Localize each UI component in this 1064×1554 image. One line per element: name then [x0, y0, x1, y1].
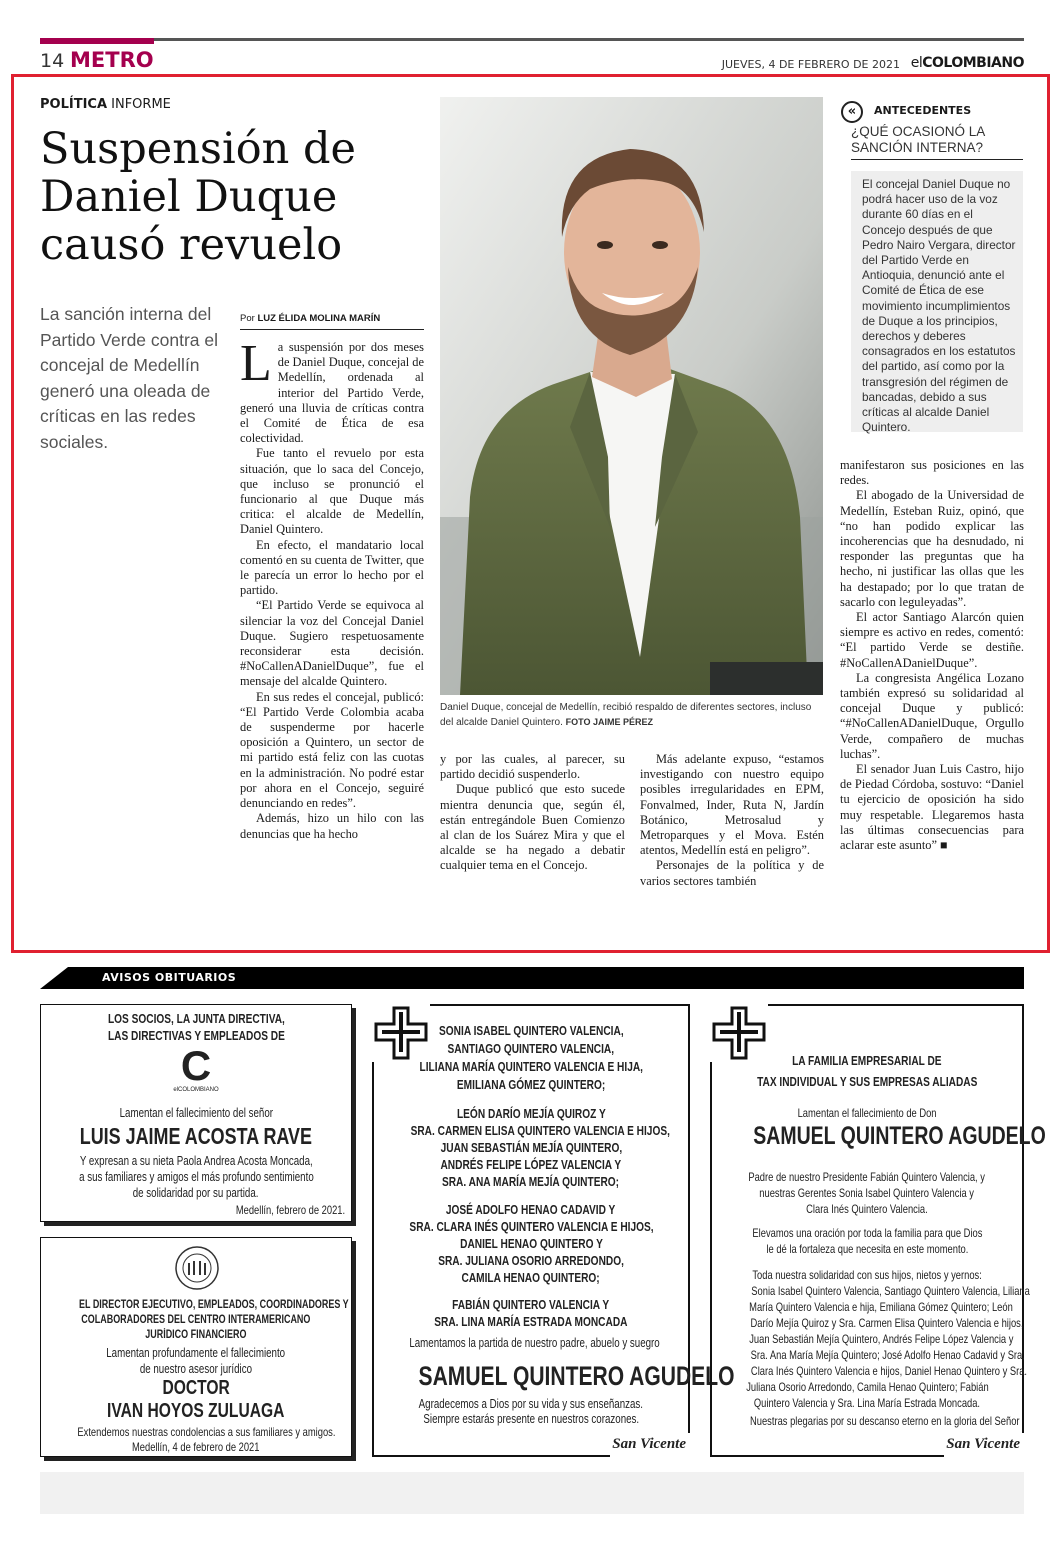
paragraph: [240, 335, 424, 446]
newspaper-logo-text: elCOLOMBIANO: [173, 1087, 219, 1093]
obituaries-header: AVISOS OBITUARIOS: [102, 971, 237, 984]
paragraph: La congresista Angélica Lozano también expresó su solidaridad al concejal Duque y publicó: “#NoCallenADanielDuque, Orgullo Verde, compañero de muchas luchas”.: [840, 670, 1024, 761]
obit-line: Darío Mejía Quiroz y Sra. Carmen Elisa Quintero Valencia e hijos,: [750, 1316, 1024, 1330]
family-member-line: CAMILA HENAO QUINTERO;: [461, 1270, 601, 1285]
obit-line: le dé la fortaleza que necesita en este momento.: [766, 1242, 968, 1256]
paragraph: En efecto, el mandatario local comentó en su cuenta de Twitter, que le parecía un error lo hecho por el partido.: [240, 537, 424, 598]
kicker-category: POLÍTICA: [40, 97, 108, 112]
obit-line: María Quintero Valencia e hija, Emiliana Gómez Quintero; León: [749, 1300, 1013, 1314]
paragraph: Personajes de la política y de varios sectores también: [640, 858, 824, 888]
family-member-line: FABIÁN QUINTERO VALENCIA Y: [452, 1297, 610, 1312]
family-member-line: ANDRÉS FELIPE LÓPEZ VALENCIA Y: [440, 1157, 622, 1172]
paragraph: Fue tanto el revuelo por esta situación, que lo saca del Concejo, que incluso se pronunció el funcionario al que Duque más critica: el alcalde de Medellín, Daniel Quintero.: [240, 446, 424, 537]
section-accent-bar: [40, 38, 154, 44]
obit-line: Agradecemos a Dios por su vida y sus enseñanzas.: [418, 1397, 644, 1411]
family-member-line: JOSÉ ADOLFO HENAO CADAVID Y: [446, 1202, 616, 1217]
obit-line: Elevamos una oración por toda la familia para que Dios: [752, 1226, 982, 1240]
chevron-left-double-icon: «: [841, 101, 863, 123]
obit-line: de nuestro asesor jurídico: [139, 1362, 253, 1376]
paragraph: “El Partido Verde se equivoca al silenciar la voz del Concejal Daniel Duque. Sugiero respetuosamente reconsiderar esta decisión. #NoCallenADanielDuque”, fue el mensaje del alcalde Quintero.: [240, 598, 424, 689]
obit-line: LOS SOCIOS, LA JUNTA DIRECTIVA,: [107, 1011, 285, 1026]
family-member-line: SRA. CARMEN ELISA QUINTERO VALENCIA E HIJOS,: [410, 1123, 670, 1138]
obit-line: EL DIRECTOR EJECUTIVO, EMPLEADOS, COORDINADORES Y: [79, 1299, 349, 1311]
obituary-box-2: [40, 1237, 352, 1457]
article-column-4: [840, 458, 1024, 853]
obit-line: LA FAMILIA EMPRESARIAL DE: [792, 1053, 942, 1068]
headline: Suspensión de Daniel Duque causó revuelo: [40, 124, 356, 270]
obit-line: Juan Sebastián Mejía Quintero, Andrés Felipe López Valencia y: [749, 1332, 1014, 1346]
funeral-home-name: San Vicente: [946, 1436, 1020, 1452]
obit-line: Extendemos nuestras condolencias a sus familiares y amigos.: [77, 1425, 336, 1439]
logo-prefix: el: [910, 55, 923, 71]
funeral-home-logo: [944, 1433, 1024, 1457]
obit-line: nuestras Gerentes Sonia Isabel Quintero Valencia y: [759, 1186, 975, 1200]
family-member-line: SANTIAGO QUINTERO VALENCIA,: [447, 1041, 615, 1056]
article-column-3: [640, 752, 824, 889]
paragraph: manifestaron sus posiciones en las redes.: [840, 458, 1024, 488]
obit-line: Nuestras plegarias por su descanso eterno en la gloria del Señor: [750, 1414, 1020, 1428]
obit-line: Toda nuestra solidaridad con sus hijos, nietos y yernos:: [752, 1268, 982, 1282]
obit-line: Sonia Isabel Quintero Valencia, Santiago Quintero Valencia, Liliana: [751, 1284, 1030, 1298]
paragraph-text: a suspensión por dos meses de Daniel Duque, concejal de Medellín, ordenada al interior del Partido Verde, generó una lluvia de críticas contra el Comité de Ética de esa colectividad.: [240, 340, 424, 446]
obit-line: Lamentamos la partida de nuestro padre, abuelo y suegro: [409, 1336, 660, 1350]
family-member-line: JUAN SEBASTIÁN MEJÍA QUINTERO,: [440, 1140, 622, 1155]
obit-signature: Medellín, febrero de 2021.: [235, 1203, 345, 1217]
section-name: METRO: [70, 48, 154, 72]
photo-credit: FOTO JAIME PÉREZ: [565, 717, 653, 727]
family-member-line: SONIA ISABEL QUINTERO VALENCIA,: [438, 1023, 624, 1038]
deceased-name: LUIS JAIME ACOSTA RAVE: [79, 1123, 313, 1149]
newspaper-logo: [911, 55, 1024, 71]
family-member-line: LILIANA MARÍA QUINTERO VALENCIA E HIJA,: [419, 1059, 643, 1074]
sidebar-question: ¿QUÉ OCASIONÓ LA SANCIÓN INTERNA?: [851, 124, 1023, 160]
obit-line: Siempre estarás presente en nuestros corazones.: [423, 1412, 639, 1426]
obit-line: LAS DIRECTIVAS Y EMPLEADOS DE: [107, 1028, 285, 1043]
family-member-line: DANIEL HENAO QUINTERO Y: [459, 1236, 603, 1251]
byline-author: LUZ ÉLIDA MOLINA MARÍN: [257, 313, 381, 324]
paragraph: El actor Santiago Alarcón quien siempre es activo en redes, comentó: “El partido Verde se destiñe. #NoCallenADanielDuque”.: [840, 610, 1024, 670]
family-member-line: LEÓN DARÍO MEJÍA QUIROZ Y: [456, 1106, 606, 1121]
sidebar-label: ANTECEDENTES: [874, 104, 972, 117]
newspaper-logo-letter: C: [180, 1042, 212, 1089]
paragraph: y por las cuales, al parecer, su partido decidió suspenderlo.: [440, 752, 625, 782]
deceased-name: SAMUEL QUINTERO AGUDELO: [753, 1122, 1046, 1150]
obit-line: Padre de nuestro Presidente Fabián Quintero Valencia, y: [748, 1170, 986, 1184]
obit-line: JURÍDICO FINANCIERO: [145, 1329, 247, 1341]
family-member-line: EMILIANA GÓMEZ QUINTERO;: [456, 1077, 606, 1092]
header-notch: [40, 967, 68, 989]
funeral-home-name: San Vicente: [612, 1436, 686, 1452]
obit-line: Lamentan el fallecimiento de Don: [797, 1106, 937, 1120]
obit-line: a sus familiares y amigos el más profundo sentimiento: [78, 1170, 314, 1184]
article-column-1: [240, 335, 424, 842]
obit-line: Lamentan profundamente el fallecimiento: [106, 1346, 286, 1360]
obit-line: de solidaridad por su partida.: [133, 1186, 259, 1200]
paragraph: Duque publicó que esto sucede mientra denuncia que, según él, están entregándole Buen Comienzo al clan de los Suárez Mira y que el alcalde se ha negado a debatir cualquier tema en el Concejo.: [440, 782, 625, 873]
deceased-name: SAMUEL QUINTERO AGUDELO: [418, 1361, 735, 1391]
kicker: [40, 97, 171, 112]
footer-strip: [40, 1472, 1024, 1514]
obit-line: Lamentan el fallecimiento del señor: [119, 1106, 273, 1120]
funeral-home-logo: [610, 1433, 690, 1457]
obit-line: Clara Inés Quintero Valencia e hijos, Daniel Henao Quintero y Sra.: [750, 1364, 1028, 1378]
kicker-type: INFORME: [107, 97, 171, 112]
family-member-line: SRA. LINA MARÍA ESTRADA MONCADA: [434, 1314, 628, 1329]
paragraph: Además, hizo un hilo con las denuncias que ha hecho: [240, 811, 424, 841]
sidebar-text: El concejal Daniel Duque no podrá hacer uso de la voz durante 60 días en el Concejo después de que Pedro Nairo Vergara, director del Partido Verde en Antioquia, denunció ante el Comité de Ética de ese movimiento incumplimientos de Duque a los principios, derechos y deberes consagrados en los estatutos del partido, así como por la transgresión del régimen de bancadas, debido a sus críticas al alcalde Daniel Quintero.: [862, 177, 1016, 435]
dropcap: L: [240, 335, 272, 392]
obit-line: Sra. Ana María Mejía Quintero; José Adolfo Henao Cadavid y Sra.: [750, 1348, 1025, 1362]
caption-text: Daniel Duque, concejal de Medellín, recibió respaldo de diferentes sectores, incluso del alcalde Daniel Quintero.: [440, 702, 812, 728]
paragraph: Más adelante expuso, “estamos investigando con nuestro equipo posibles irregularidades en EPM, Fonvalmed, Inder, Ruta N, Jardín Botánico, Metrosalud y Metroparques y el Mova. Estén atentos, Medellín está en peligro”.: [640, 752, 824, 858]
obit-line: Clara Inés Quintero Valencia.: [806, 1202, 928, 1216]
byline-prefix: Por: [240, 313, 258, 324]
cijuf-seal-icon: [174, 1245, 220, 1291]
article-photo: [440, 97, 823, 695]
obituary-box-4: [710, 1004, 1046, 1457]
obit-line: COLABORADORES DEL CENTRO INTERAMERICANO: [81, 1314, 311, 1326]
deceased-name: IVAN HOYOS ZULUAGA: [107, 1400, 285, 1422]
obituary-box-1: [40, 1004, 352, 1222]
page-number: 14: [40, 50, 65, 72]
article-column-2: [440, 752, 625, 874]
obit-line: Juliana Osorio Arredondo, Camila Henao Quintero; Fabián: [746, 1380, 989, 1394]
family-member-line: SRA. ANA MARÍA MEJÍA QUINTERO;: [442, 1174, 620, 1189]
obituary-box-3: [372, 1004, 735, 1457]
obit-line: Y expresan a su nieta Paola Andrea Acosta Moncada,: [79, 1154, 313, 1168]
byline: [240, 313, 424, 330]
paragraph: El senador Juan Luis Castro, hijo de Piedad Córdoba, sostuvo: “Daniel tu ejercicio de oposición ha sido muy respetable. Llegaremos hasta las últimas consecuencias para aclarar este asunto” ■: [840, 762, 1024, 853]
photo-caption: [440, 701, 826, 730]
top-rule: [40, 38, 1024, 41]
logo-name: COLOMBIANO: [922, 55, 1024, 71]
obit-line: Quintero Valencia y Sra. Lina María Estrada Moncada.: [753, 1396, 981, 1410]
obit-signature: Medellín, 4 de febrero de 2021: [132, 1440, 260, 1454]
deceased-title: DOCTOR: [162, 1377, 230, 1399]
obit-line: TAX INDIVIDUAL Y SUS EMPRESAS ALIADAS: [756, 1074, 978, 1089]
portrait-illustration: [440, 97, 823, 695]
deck: La sanción interna del Partido Verde contra el concejal de Medellín generó una oleada de críticas en las redes sociales.: [40, 304, 219, 452]
family-member-line: SRA. JULIANA OSORIO ARREDONDO,: [438, 1253, 624, 1268]
paragraph: En sus redes el concejal, publicó: “El Partido Verde Colombia acaba de suspenderme por hacerle oposición a Quintero, un sector de mi partido está feliz con las cuotas en la administración. No podré estar por ahora en el Concejo, seguiré denunciando en redes”.: [240, 689, 424, 811]
family-member-line: SRA. CLARA INÉS QUINTERO VALENCIA E HIJOS,: [408, 1219, 654, 1234]
paragraph: El abogado de la Universidad de Medellín, Esteban Ruiz, opinó, que “no han podido explicar las incoherencias que ha desnudado, ni responder las preguntas que ha hecho, ni justificar las ollas que les ha destapado; por lo que tratan de sacarlo con leguleyadas”.: [840, 488, 1024, 609]
dateline: JUEVES, 4 DE FEBRERO DE 2021: [721, 58, 900, 71]
